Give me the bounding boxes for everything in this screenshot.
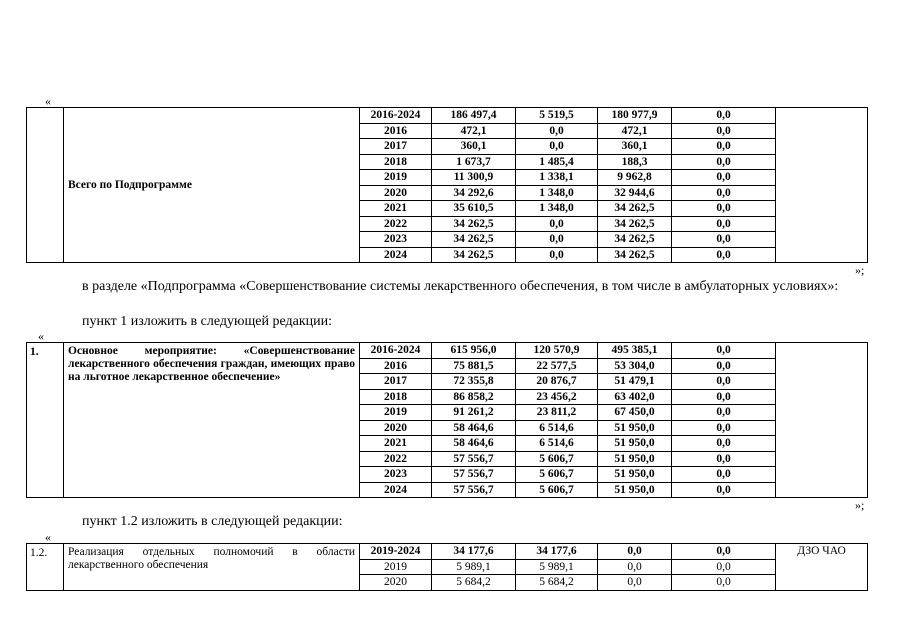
other-cell: 0,0	[672, 343, 776, 359]
activity-name-cell: Реализация отдельных полномочий в области лекарственного обеспечения	[64, 544, 360, 591]
total-cell: 34 177,6	[432, 544, 516, 560]
other-cell: 0,0	[672, 139, 776, 155]
other-cell: 0,0	[672, 108, 776, 124]
year-cell: 2016	[360, 123, 432, 139]
opening-quote: «	[38, 329, 44, 343]
federal-cell: 6 514,6	[516, 436, 598, 452]
regional-cell: 34 262,5	[598, 247, 672, 263]
total-cell: 615 956,0	[432, 343, 516, 359]
regional-cell: 472,1	[598, 123, 672, 139]
other-cell: 0,0	[672, 123, 776, 139]
regional-cell: 51 950,0	[598, 467, 672, 483]
total-cell: 35 610,5	[432, 201, 516, 217]
other-cell: 0,0	[672, 201, 776, 217]
year-cell: 2022	[360, 216, 432, 232]
other-cell: 0,0	[672, 185, 776, 201]
other-cell: 0,0	[672, 216, 776, 232]
year-cell: 2024	[360, 482, 432, 498]
other-cell: 0,0	[672, 170, 776, 186]
other-cell: 0,0	[672, 374, 776, 390]
row-number-cell	[27, 108, 64, 263]
year-cell: 2019	[360, 405, 432, 421]
total-cell: 57 556,7	[432, 467, 516, 483]
other-cell: 0,0	[672, 544, 776, 560]
year-cell: 2016	[360, 358, 432, 374]
year-cell: 2018	[360, 154, 432, 170]
total-cell: 360,1	[432, 139, 516, 155]
federal-cell: 5 606,7	[516, 467, 598, 483]
main-activity-table	[26, 342, 868, 498]
activity-name-cell: Всего по Подпрограмме	[64, 108, 360, 263]
row-number-cell: 1.	[27, 343, 64, 498]
total-cell: 472,1	[432, 123, 516, 139]
federal-cell: 6 514,6	[516, 420, 598, 436]
year-cell: 2023	[360, 467, 432, 483]
year-cell: 2023	[360, 232, 432, 248]
other-cell: 0,0	[672, 575, 776, 591]
regional-cell: 360,1	[598, 139, 672, 155]
federal-cell: 1 348,0	[516, 201, 598, 217]
federal-cell: 5 519,5	[516, 108, 598, 124]
opening-quote: «	[45, 530, 51, 544]
total-cell: 75 881,5	[432, 358, 516, 374]
regional-cell: 53 304,0	[598, 358, 672, 374]
regional-cell: 180 977,9	[598, 108, 672, 124]
federal-cell: 23 456,2	[516, 389, 598, 405]
total-cell: 34 262,5	[432, 232, 516, 248]
regional-cell: 51 950,0	[598, 482, 672, 498]
federal-cell: 22 577,5	[516, 358, 598, 374]
regional-cell: 34 262,5	[598, 232, 672, 248]
year-cell: 2017	[360, 139, 432, 155]
federal-cell: 1 348,0	[516, 185, 598, 201]
responsible-cell	[776, 108, 868, 263]
total-cell: 11 300,9	[432, 170, 516, 186]
opening-quote: «	[45, 94, 51, 108]
federal-cell: 20 876,7	[516, 374, 598, 390]
total-cell: 5 989,1	[432, 559, 516, 575]
other-cell: 0,0	[672, 247, 776, 263]
other-cell: 0,0	[672, 420, 776, 436]
table-row	[27, 343, 868, 359]
year-cell: 2019	[360, 170, 432, 186]
year-cell: 2019-2024	[360, 544, 432, 560]
other-cell: 0,0	[672, 405, 776, 421]
other-cell: 0,0	[672, 436, 776, 452]
federal-cell: 0,0	[516, 232, 598, 248]
total-cell: 58 464,6	[432, 420, 516, 436]
regional-cell: 67 450,0	[598, 405, 672, 421]
responsible-cell: ДЗО ЧАО	[776, 544, 868, 591]
closing-quote: »;	[855, 263, 865, 277]
regional-cell: 63 402,0	[598, 389, 672, 405]
year-cell: 2020	[360, 185, 432, 201]
activity-name-cell: Основное мероприятие: «Совершенствование лекарственного обеспечения граждан, имеющих право на льготное лекарственное обеспечение»	[64, 343, 360, 498]
subprogram-total-table	[26, 107, 868, 263]
federal-cell: 23 811,2	[516, 405, 598, 421]
table-row	[27, 544, 868, 560]
year-cell: 2021	[360, 436, 432, 452]
total-cell: 34 262,5	[432, 216, 516, 232]
other-cell: 0,0	[672, 389, 776, 405]
year-cell: 2017	[360, 374, 432, 390]
regional-cell: 34 262,5	[598, 201, 672, 217]
total-cell: 72 355,8	[432, 374, 516, 390]
total-cell: 58 464,6	[432, 436, 516, 452]
federal-cell: 5 606,7	[516, 451, 598, 467]
year-cell: 2021	[360, 201, 432, 217]
responsible-cell	[776, 343, 868, 498]
total-cell: 57 556,7	[432, 482, 516, 498]
total-cell: 34 262,5	[432, 247, 516, 263]
total-cell: 86 858,2	[432, 389, 516, 405]
year-cell: 2020	[360, 420, 432, 436]
other-cell: 0,0	[672, 559, 776, 575]
item-1-2-table	[26, 543, 868, 591]
federal-cell: 5 989,1	[516, 559, 598, 575]
table-row	[27, 108, 868, 124]
other-cell: 0,0	[672, 232, 776, 248]
federal-cell: 1 485,4	[516, 154, 598, 170]
row-number-cell: 1.2.	[27, 544, 64, 591]
regional-cell: 51 950,0	[598, 451, 672, 467]
regional-cell: 34 262,5	[598, 216, 672, 232]
regional-cell: 0,0	[598, 559, 672, 575]
other-cell: 0,0	[672, 451, 776, 467]
other-cell: 0,0	[672, 482, 776, 498]
year-cell: 2018	[360, 389, 432, 405]
total-cell: 91 261,2	[432, 405, 516, 421]
total-cell: 57 556,7	[432, 451, 516, 467]
total-cell: 34 292,6	[432, 185, 516, 201]
total-cell: 1 673,7	[432, 154, 516, 170]
year-cell: 2020	[360, 575, 432, 591]
other-cell: 0,0	[672, 154, 776, 170]
year-cell: 2022	[360, 451, 432, 467]
regional-cell: 0,0	[598, 575, 672, 591]
closing-quote: »;	[855, 498, 865, 512]
regional-cell: 32 944,6	[598, 185, 672, 201]
item-1-2-instruction: пункт 1.2 изложить в следующей редакции:	[82, 514, 343, 529]
total-cell: 186 497,4	[432, 108, 516, 124]
federal-cell: 0,0	[516, 139, 598, 155]
federal-cell: 0,0	[516, 123, 598, 139]
regional-cell: 51 479,1	[598, 374, 672, 390]
item-1-instruction: пункт 1 изложить в следующей редакции:	[82, 314, 332, 329]
regional-cell: 51 950,0	[598, 436, 672, 452]
federal-cell: 34 177,6	[516, 544, 598, 560]
other-cell: 0,0	[672, 467, 776, 483]
federal-cell: 120 570,9	[516, 343, 598, 359]
section-instruction: в разделе «Подпрограмма «Совершенствование системы лекарственного обеспечения, в том числе в амбулаторных условиях»:	[82, 279, 839, 294]
federal-cell: 0,0	[516, 247, 598, 263]
federal-cell: 0,0	[516, 216, 598, 232]
total-cell: 5 684,2	[432, 575, 516, 591]
year-cell: 2024	[360, 247, 432, 263]
year-cell: 2016-2024	[360, 108, 432, 124]
federal-cell: 5 606,7	[516, 482, 598, 498]
regional-cell: 51 950,0	[598, 420, 672, 436]
federal-cell: 5 684,2	[516, 575, 598, 591]
regional-cell: 188,3	[598, 154, 672, 170]
regional-cell: 9 962,8	[598, 170, 672, 186]
year-cell: 2016-2024	[360, 343, 432, 359]
federal-cell: 1 338,1	[516, 170, 598, 186]
regional-cell: 0,0	[598, 544, 672, 560]
other-cell: 0,0	[672, 358, 776, 374]
regional-cell: 495 385,1	[598, 343, 672, 359]
year-cell: 2019	[360, 559, 432, 575]
